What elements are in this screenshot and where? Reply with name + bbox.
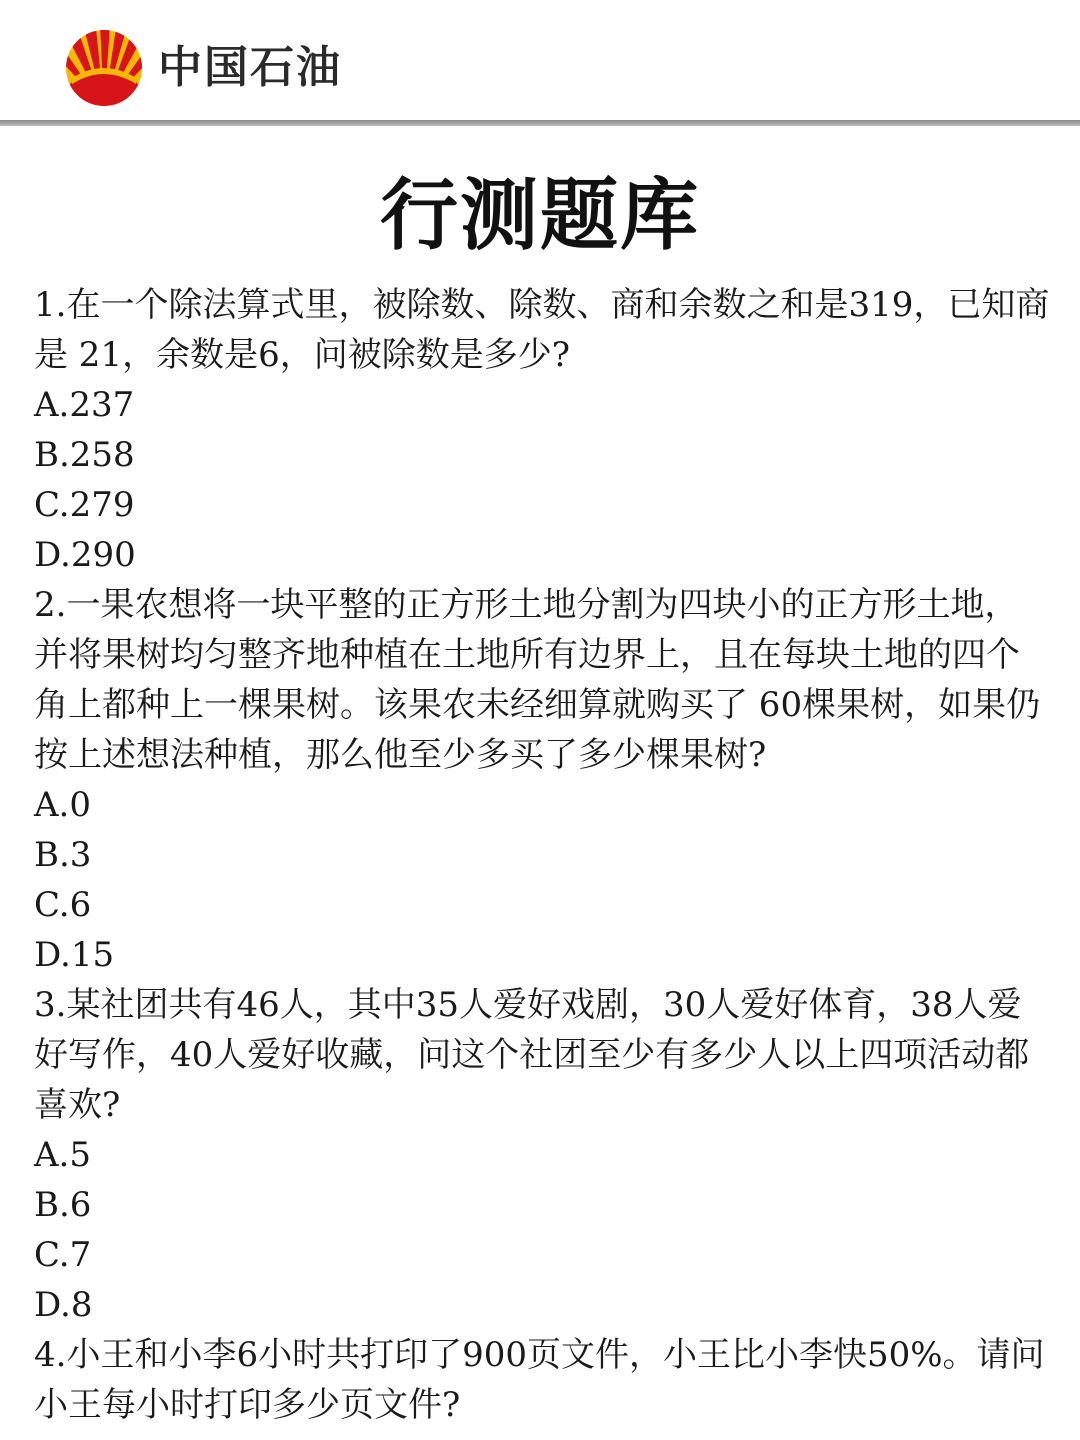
- option-1c: C.279: [34, 485, 135, 525]
- question-3: 3.某社团共有46人，其中35人爱好戏剧，30人爱好体育，38人爱好写作，40人爱好收藏，问这个社团至少有多少人以上四项活动都喜欢?: [34, 985, 1030, 1125]
- option-1b: B.258: [34, 435, 135, 475]
- option-2b: B.3: [34, 835, 92, 875]
- question-list: [34, 280, 1050, 1430]
- question-2: 2.一果农想将一块平整的正方形土地分割为四块小的正方形土地，并将果树均匀整齐地种植在土地所有边界上，且在每块土地的四个角上都种上一棵果树。该果农未经细算就购买了 60棵果树，如果仍按上述想法种植，那么他至少多买了多少棵果树?: [34, 585, 1041, 775]
- page-title: 行测题库: [379, 171, 700, 261]
- petrochina-sun-icon: [64, 28, 144, 108]
- question-4: 4.小王和小李6小时共打印了900页文件，小王比小李快50%。请问小王每小时打印多少页文件?: [34, 1335, 1045, 1425]
- option-1a: A.237: [34, 385, 135, 425]
- header-divider: [0, 120, 1080, 126]
- option-1d: D.290: [34, 535, 136, 575]
- option-3c: C.7: [34, 1235, 92, 1275]
- option-3b: B.6: [34, 1185, 92, 1225]
- header: [0, 0, 1080, 122]
- option-2a: A.0: [34, 785, 91, 825]
- option-2d: D.15: [34, 935, 115, 975]
- question-1: 1.在一个除法算式里，被除数、除数、商和余数之和是319，已知商是 21，余数是6，问被除数是多少?: [34, 285, 1050, 375]
- brand-name: 中国石油: [158, 42, 342, 93]
- option-3d: D.8: [34, 1285, 93, 1325]
- option-2c: C.6: [34, 885, 92, 925]
- option-3a: A.5: [34, 1135, 91, 1175]
